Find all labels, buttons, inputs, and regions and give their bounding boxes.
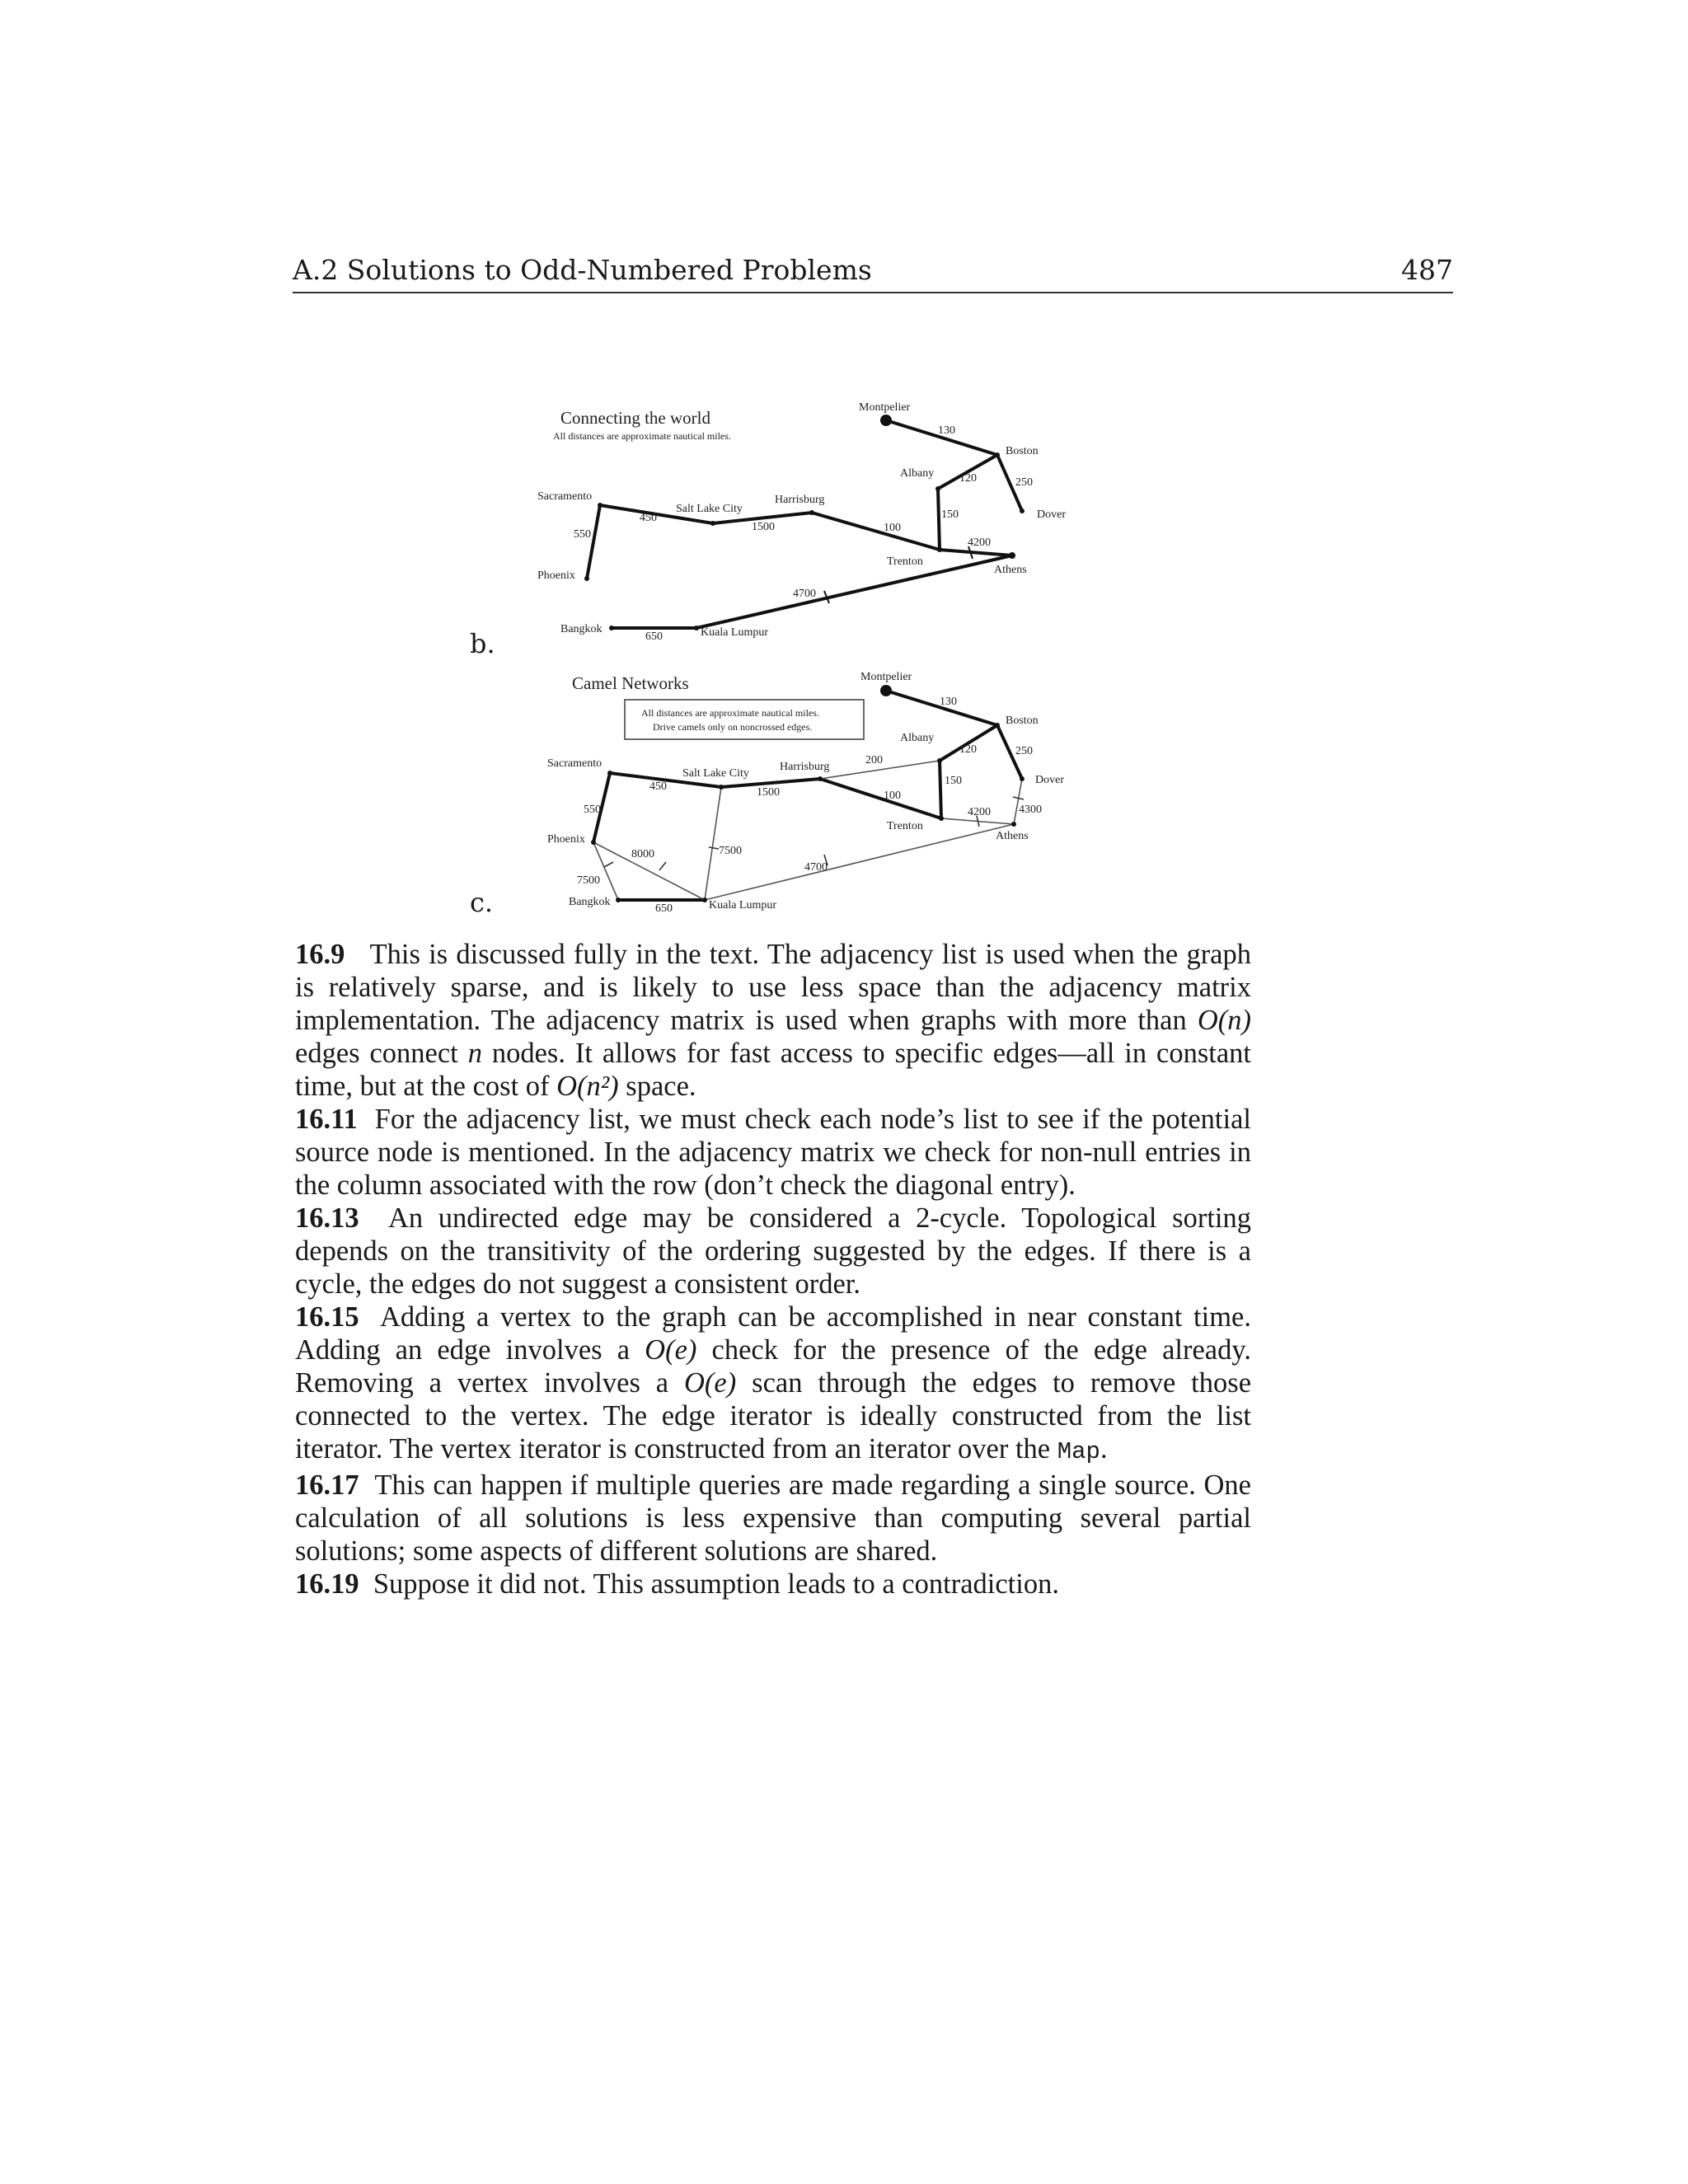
edge-label: 4700 [793,588,816,600]
node-label: Sacramento [537,490,593,503]
edge-label: 4200 [968,537,991,549]
edge-label: 4200 [968,806,991,818]
solution-text: This is discussed fully in the text. The adjacency list is used when the graph is relatively sparse, and is likely to use less space than the adjacency matrix implementation. The adjacency matrix is used when graphs with more than [295,939,1251,1036]
solution-text: This can happen if multiple queries are made regarding a single source. One calculation of all solutions is less expensive than computing several partial solutions; some aspects of different solutions are shared. [295,1469,1251,1567]
math-expression: O(e) [684,1367,737,1399]
edge-label: 100 [884,522,901,534]
solution-16-17 [295,1469,1251,1568]
solution-text: Adding a vertex to the graph can be accomplished in near constant time. Adding an edge involves a [295,1301,1251,1366]
node-label: Harrisburg [780,761,830,773]
edge-label: 150 [941,509,959,521]
math-expression: O(e) [645,1334,697,1366]
node-label: Albany [900,467,935,480]
figure-b-graph [0,387,1688,659]
solution-text: space. [618,1071,696,1102]
node-label: Montpelier [860,671,912,683]
edge-label: 250 [1015,476,1033,489]
node-label: Kuala Lumpur [709,899,777,912]
problem-number: 16.15 [295,1301,359,1333]
problem-number: 16.13 [295,1202,359,1234]
figure-b-label: b. [470,628,495,659]
code-term: Map [1057,1438,1100,1465]
solution-text: edges connect [295,1038,468,1069]
page-number: 487 [1401,254,1453,286]
solution-text: nodes. It allows for fast access to specific edges—all in constant time, but at the cost of [295,1038,1251,1102]
edge-label: 4700 [804,861,828,874]
math-expression: O(n) [1197,1005,1251,1036]
node-label: Sacramento [547,757,603,770]
edge-label: 1500 [757,786,780,799]
solution-text: An undirected edge may be considered a 2-cycle. Topological sorting depends on the transitivity of the ordering suggested by the edges. If there is a cycle, the edges do not suggest a consistent order. [295,1202,1251,1300]
node-label: Athens [994,564,1027,576]
problem-number: 16.9 [295,939,345,970]
edge-label: 150 [945,775,962,787]
edge-label: 1500 [752,521,775,533]
problem-number: 16.11 [295,1104,358,1135]
edge-label: 100 [884,790,901,802]
edge-label: 4300 [1019,804,1042,816]
figure-c-note-line1: All distances are approximate nautical miles. [641,707,819,719]
figure-b [0,387,1688,659]
edge-label: 120 [959,743,977,756]
solution-text: check for the presence of the edge already. Removing a vertex involves a [295,1334,1251,1399]
edge-label: 650 [645,630,663,643]
edge-label: 450 [640,512,657,524]
node-label: Boston [1006,715,1039,727]
edge-label: 550 [574,528,591,541]
solution-16-13 [295,1202,1251,1301]
header-title: A.2 Solutions to Odd-Numbered Problems [293,254,872,286]
solution-16-9 [295,938,1251,1103]
figure-c-title: Camel Networks [572,673,689,693]
edge-label: 450 [649,780,667,793]
node-label: Dover [1037,509,1066,521]
problem-number: 16.19 [295,1568,359,1600]
edge-label: 130 [938,424,955,437]
node-label: Albany [900,732,935,744]
node-label: Athens [996,830,1029,842]
math-expression: n [467,1038,482,1069]
edge-label: 7500 [577,874,600,887]
figure-c-graph [0,659,1688,923]
figure-c-note-line2: Drive camels only on noncrossed edges. [653,721,813,733]
edge-label: 250 [1015,745,1033,757]
node-label: Kuala Lumpur [701,626,769,639]
solution-16-19 [295,1568,1251,1601]
edge-label: 120 [959,472,977,485]
math-expression: O(n²) [556,1071,619,1102]
edge-label: 7500 [719,845,742,857]
edge-label: 550 [584,804,601,816]
figure-c [0,659,1688,923]
node-label: Salt Lake City [682,767,749,780]
node-label: Trenton [887,820,923,832]
solutions-text [295,938,1251,1601]
solution-text: scan through the edges to remove those connected to the vertex. The edge iterator is ideally constructed from the list iterator. The vertex iterator is constructed from an iterator over the [295,1367,1252,1465]
figure-b-subtitle: All distances are approximate nautical miles. [553,430,731,442]
node-label: Phoenix [547,833,585,846]
solution-text: Suppose it did not. This assumption leads to a contradiction. [373,1568,1059,1600]
node-label: Trenton [887,555,923,568]
figure-c-label: c. [470,887,494,918]
edge-label: 200 [865,754,883,766]
node-label: Harrisburg [775,494,825,506]
figure-b-title: Connecting the world [560,408,710,428]
solution-16-15 [295,1301,1251,1469]
solution-text: For the adjacency list, we must check each node’s list to see if the potential source node is mentioned. In the adjacency matrix we check for non-null entries in the column associated with the row (don’t check the diagonal entry). [295,1104,1252,1201]
node-label: Bangkok [560,623,603,635]
node-label: Dover [1035,774,1064,786]
node-label: Montpelier [859,401,911,414]
running-header [293,254,1453,293]
node-label: Salt Lake City [676,503,743,515]
edge-label: 8000 [631,848,654,860]
edge-label: 650 [655,902,673,915]
edge-label: 130 [940,696,957,708]
problem-number: 16.17 [295,1469,359,1501]
solution-16-11 [295,1103,1251,1202]
node-label: Boston [1006,445,1039,457]
node-label: Phoenix [537,569,575,582]
node-label: Bangkok [569,896,611,908]
solution-text: . [1100,1433,1108,1465]
